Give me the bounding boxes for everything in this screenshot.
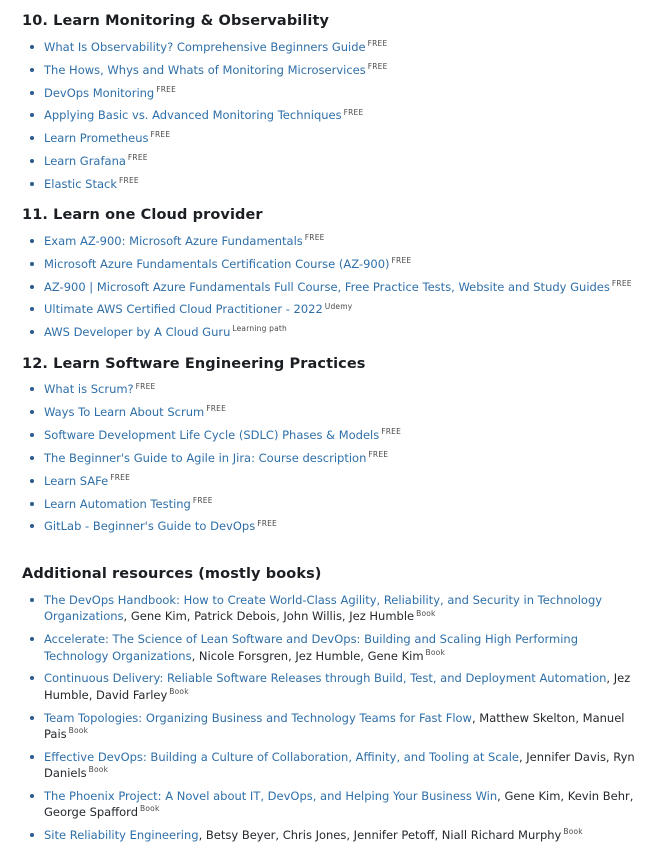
resource-link[interactable]: Site Reliability Engineering — [44, 828, 199, 843]
resource-link[interactable]: The Beginner's Guide to Agile in Jira: Course description — [44, 450, 367, 465]
list-item — [22, 301, 635, 317]
list-item — [22, 518, 635, 534]
resource-list-additional-resources — [22, 592, 635, 843]
resource-authors: , Betsy Beyer, Chris Jones, Jennifer Petoff, Niall Richard Murphy — [198, 828, 562, 843]
section-heading-cloud-provider: 11. Learn one Cloud provider — [22, 207, 263, 224]
resource-link[interactable]: The Hows, Whys and Whats of Monitoring Microservices — [44, 62, 366, 77]
resource-link[interactable]: AZ-900 | Microsoft Azure Fundamentals Full Course, Free Practice Tests, Website and Study Guides — [44, 279, 610, 294]
resource-link[interactable]: Exam AZ-900: Microsoft Azure Fundamentals — [44, 233, 303, 248]
resource-link[interactable]: Accelerate: The Science of Lean Software and DevOps: Building and Scaling High Performing Technology Organizations — [44, 632, 578, 663]
resource-link[interactable]: The Phoenix Project: A Novel about IT, DevOps, and Helping Your Business Win — [44, 788, 498, 803]
resource-link[interactable]: Learn Prometheus — [44, 131, 149, 146]
section-spacer — [22, 541, 635, 551]
resource-link[interactable]: Continuous Delivery: Reliable Software Releases through Build, Test, and Deployment Automation — [44, 671, 607, 686]
resource-link[interactable]: What Is Observability? Comprehensive Beginners Guide — [44, 39, 366, 54]
resource-tag: FREE — [367, 61, 388, 71]
resource-link[interactable]: Learn SAFe — [44, 473, 109, 488]
list-item — [22, 233, 635, 249]
resource-link[interactable]: GitLab - Beginner's Guide to DevOps — [44, 519, 256, 534]
list-item — [22, 39, 635, 55]
resource-link[interactable]: Elastic Stack — [44, 176, 118, 191]
list-item — [22, 749, 635, 782]
resource-tag: FREE — [611, 278, 632, 288]
list-item — [22, 450, 635, 466]
resource-tag: FREE — [127, 153, 148, 163]
resource-link[interactable]: Effective DevOps: Building a Culture of Collaboration, Affinity, and Tooling at Scale — [44, 749, 519, 764]
resource-tag: Book — [140, 804, 160, 814]
list-item — [22, 496, 635, 512]
list-item — [22, 473, 635, 489]
resource-tag: FREE — [381, 427, 402, 437]
list-item — [22, 176, 635, 192]
resource-authors: , Jez Humble, David Farley — [44, 671, 631, 702]
resource-link[interactable]: Applying Basic vs. Advanced Monitoring Techniques — [44, 108, 342, 123]
resource-tag: FREE — [119, 175, 139, 185]
resource-authors: , Jennifer Davis, Ryn Daniels — [44, 749, 635, 781]
resource-tag: Book — [88, 765, 109, 775]
resource-list-cloud-provider — [22, 233, 635, 341]
list-item — [22, 827, 635, 843]
resource-tag: FREE — [206, 404, 227, 414]
section-heading-engineering-practices: 12. Learn Software Engineering Practices — [22, 355, 366, 372]
list-item — [22, 427, 635, 443]
resource-list-engineering-practices — [22, 381, 635, 534]
resource-tag: FREE — [257, 518, 277, 528]
resource-link[interactable]: What is Scrum? — [44, 382, 134, 397]
resource-tag: FREE — [150, 130, 171, 140]
resource-link[interactable]: Software Development Life Cycle (SDLC) Phases & Models — [44, 428, 380, 443]
resource-tag: Book — [68, 726, 89, 736]
resource-tag: FREE — [192, 495, 213, 505]
resource-tag: Book — [416, 608, 436, 618]
list-item — [22, 710, 635, 743]
resource-tag: FREE — [304, 233, 325, 243]
resource-tag: FREE — [343, 107, 364, 117]
list-item — [22, 256, 635, 272]
list-item — [22, 153, 635, 169]
resource-tag: Book — [169, 686, 189, 696]
list-item — [22, 788, 635, 821]
list-item — [22, 381, 635, 397]
resource-link[interactable]: The DevOps Handbook: How to Create World-Class Agility, Reliability, and Security in Technology Organizations — [44, 593, 603, 624]
resource-tag: FREE — [391, 255, 412, 265]
list-item — [22, 107, 635, 123]
resource-link[interactable]: Team Topologies: Organizing Business and Technology Teams for Fast Flow — [44, 710, 472, 725]
resource-link[interactable]: Microsoft Azure Fundamentals Certification Course (AZ-900) — [44, 256, 390, 271]
list-item — [22, 62, 635, 78]
resource-tag: FREE — [135, 381, 156, 391]
section-heading-monitoring: 10. Learn Monitoring & Observability — [22, 13, 330, 29]
list-item — [22, 592, 635, 625]
list-item — [22, 85, 635, 101]
resource-link[interactable]: Learn Automation Testing — [44, 496, 191, 511]
resource-tag: FREE — [156, 84, 177, 94]
list-item — [22, 130, 635, 146]
resource-tag: Book — [425, 647, 445, 657]
resource-link[interactable]: AWS Developer by A Cloud Guru — [44, 325, 231, 340]
resource-authors: , Gene Kim, Patrick Debois, John Willis, Jez Humble — [123, 609, 415, 624]
resource-tag: Udemy — [324, 301, 353, 311]
resource-tag: FREE — [367, 39, 388, 49]
resource-authors: , Nicole Forsgren, Jez Humble, Gene Kim — [191, 648, 424, 663]
resource-link[interactable]: DevOps Monitoring — [44, 85, 155, 100]
resource-tag: Learning path — [232, 324, 287, 334]
list-item — [22, 324, 635, 340]
resource-tag: FREE — [110, 472, 131, 482]
list-item — [22, 670, 635, 703]
resource-tag: FREE — [368, 450, 389, 460]
resource-tag: Book — [563, 827, 583, 837]
resource-authors: , Gene Kim, Kevin Behr, George Spafford — [44, 788, 634, 820]
resource-authors: , Matthew Skelton, Manuel Pais — [44, 710, 625, 741]
resource-link[interactable]: Ways To Learn About Scrum — [44, 405, 205, 420]
resource-list-monitoring — [22, 39, 635, 192]
section-heading-additional-resources: Additional resources (mostly books) — [22, 566, 322, 583]
resource-link[interactable]: Ultimate AWS Certified Cloud Practitioner - 2022 — [44, 302, 323, 317]
list-item — [22, 279, 635, 295]
list-item — [22, 631, 635, 664]
resource-link[interactable]: Learn Grafana — [44, 153, 126, 168]
list-item — [22, 404, 635, 420]
